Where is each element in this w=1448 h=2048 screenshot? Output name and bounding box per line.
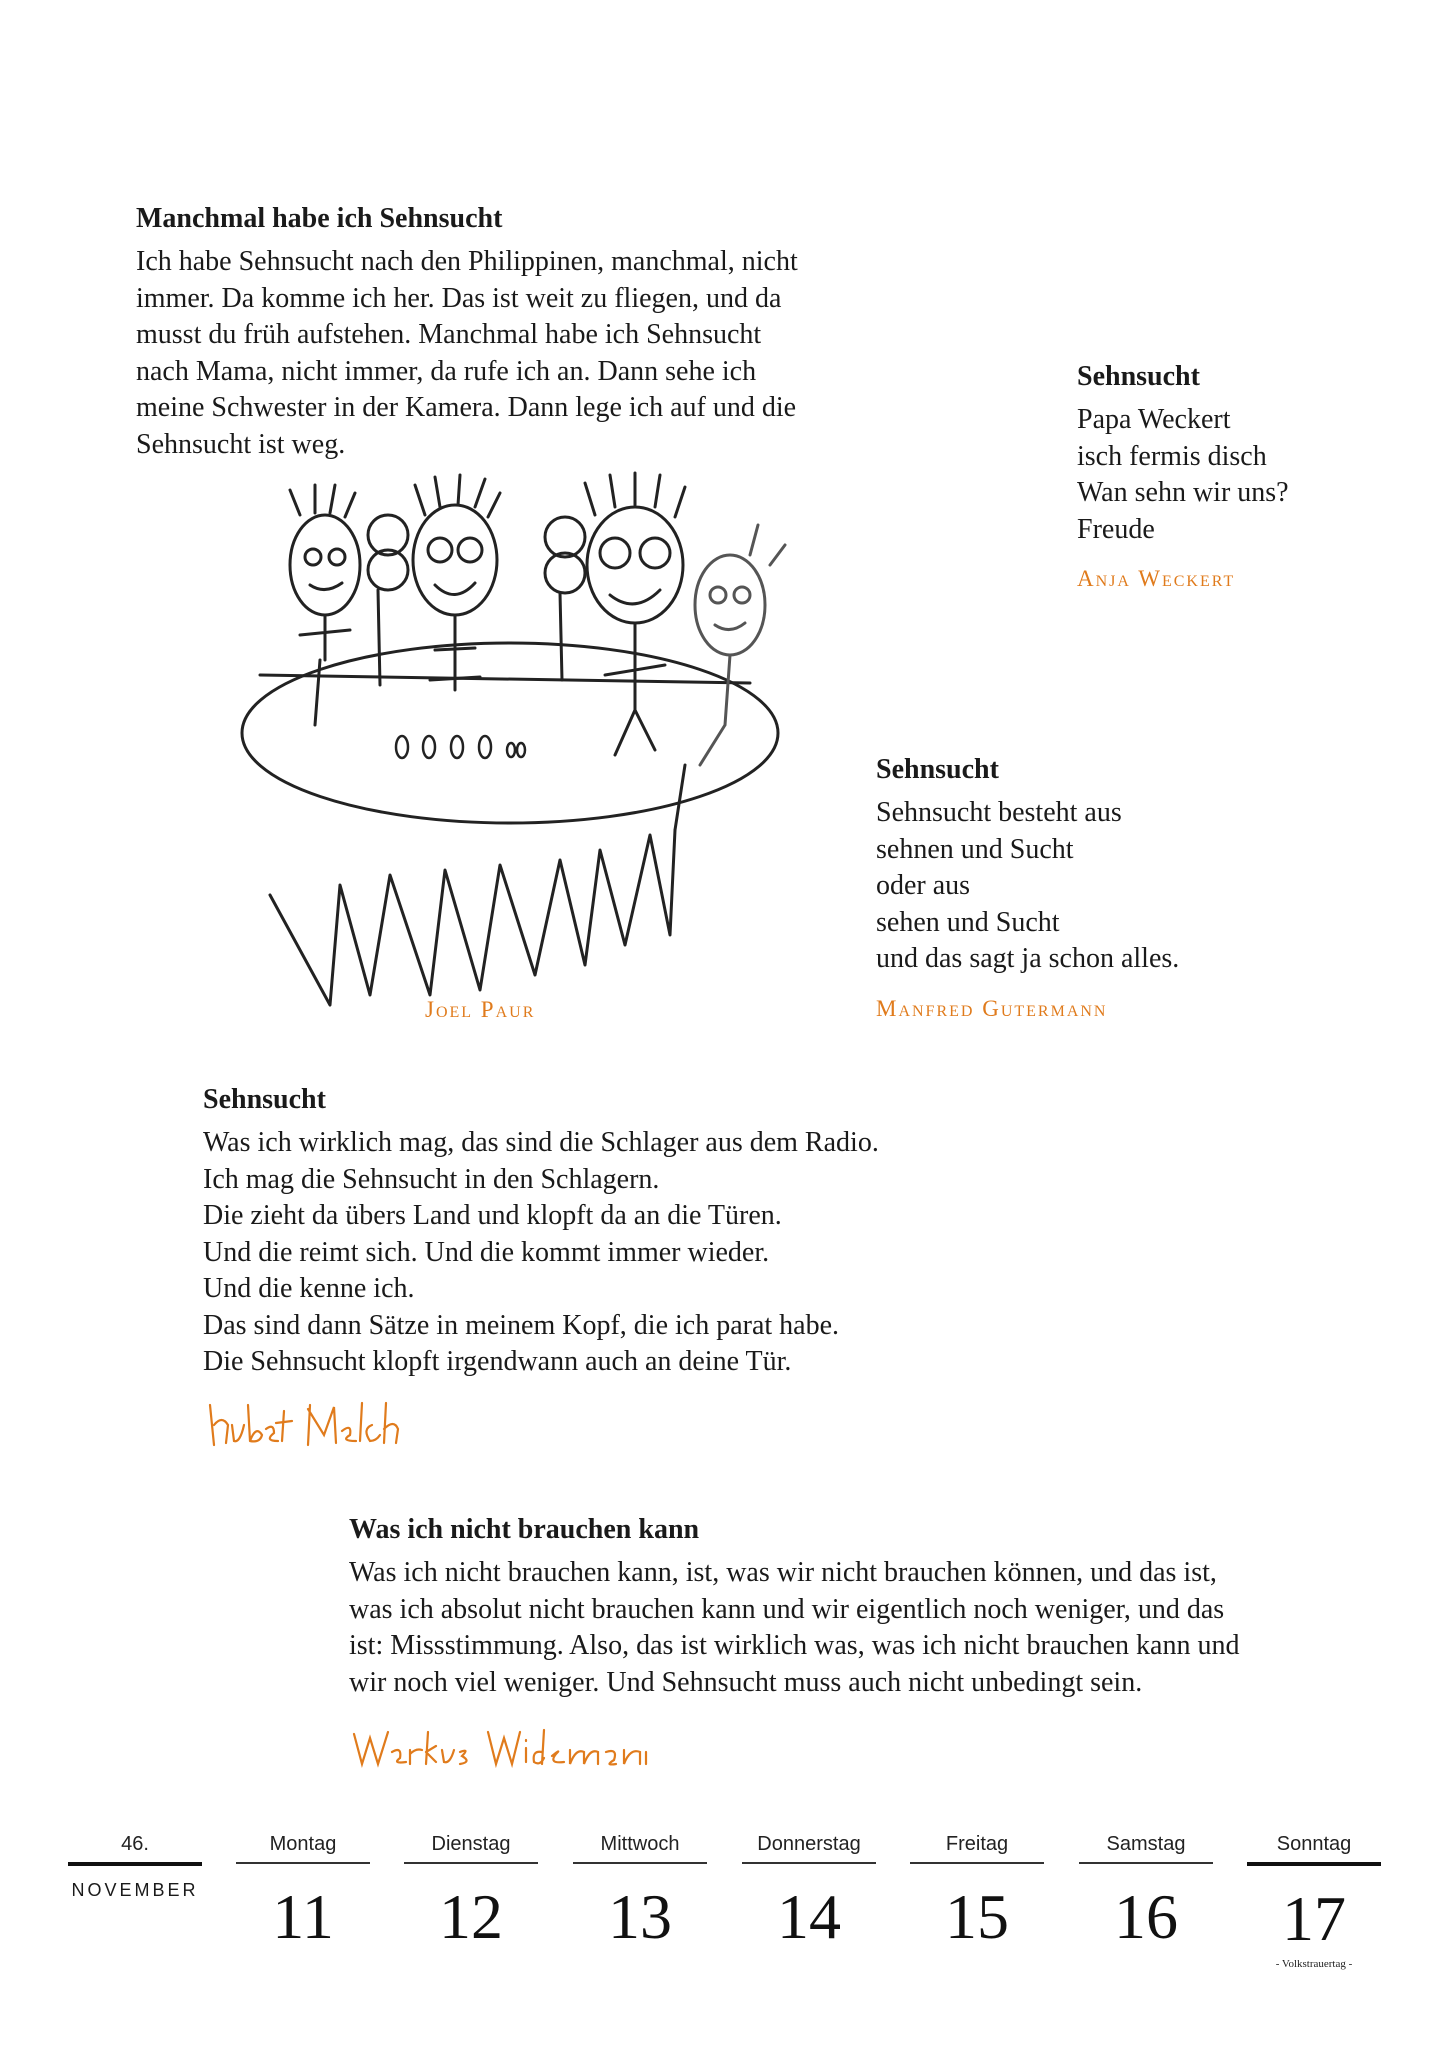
text-line: Die Sehnsucht klopft irgendwann auch an deine Tür.: [203, 1346, 792, 1377]
text-line: Sehnsucht besteht aus: [876, 797, 1122, 828]
text-body: [1077, 402, 1289, 548]
day-rule: [236, 1862, 370, 1864]
figure-2: [368, 475, 500, 690]
day-name: Mittwoch: [600, 1833, 680, 1855]
day-rule: [573, 1862, 707, 1864]
day-name: Dienstag: [431, 1833, 511, 1855]
text-line: Sehnsucht ist weg.: [136, 428, 346, 460]
day-rule: [404, 1862, 538, 1864]
text-line: Papa Weckert: [1077, 404, 1231, 435]
text-title: Was ich nicht brauchen kann: [349, 1514, 700, 1545]
text-body: [203, 1125, 879, 1381]
text-title: Sehnsucht: [876, 754, 999, 785]
calendar-day-friday: [910, 1830, 1044, 1952]
day-number: 15: [945, 1881, 1009, 1952]
text-line: Das sind dann Sätze in meinem Kopf, die ich parat habe.: [203, 1309, 840, 1341]
text-line: Wan sehn wir uns?: [1077, 477, 1289, 508]
text-line: Ich habe Sehnsucht nach den Philippinen, manchmal, nicht: [136, 246, 798, 277]
text-line: Was ich wirklich mag, das sind die Schlager aus dem Radio.: [203, 1127, 879, 1158]
day-rule: [1247, 1862, 1381, 1866]
text-line: oder aus: [876, 870, 971, 901]
text-line: sehnen und Sucht: [876, 833, 1074, 865]
text-block-1: [136, 202, 798, 463]
signature: [200, 1395, 420, 1455]
day-rule: [1079, 1862, 1213, 1864]
month-label: NOVEMBER: [71, 1880, 199, 1900]
text-body: [349, 1555, 1239, 1701]
author-name: Anja Weckert: [1077, 566, 1236, 591]
day-number: 16: [1114, 1881, 1178, 1952]
calendar-day-tuesday: [404, 1830, 538, 1952]
day-number: 17: [1282, 1883, 1346, 1954]
day-number: 12: [439, 1881, 503, 1952]
text-body: [136, 244, 798, 463]
figure-4: [695, 525, 785, 765]
text-line: musst du früh aufstehen. Manchmal habe ich Sehnsucht: [136, 319, 762, 350]
text-block-5: [349, 1513, 1239, 1701]
day-number: 13: [608, 1881, 672, 1952]
text-line: Die zieht da übers Land und klopft da an die Türen.: [203, 1200, 782, 1231]
figure-3: [545, 473, 685, 755]
day-rule: [742, 1862, 876, 1864]
day-name: Sonntag: [1276, 1833, 1352, 1855]
text-block-4: [203, 1083, 879, 1381]
calendar-day-wednesday: [573, 1830, 707, 1952]
text-body: [876, 795, 1179, 978]
week-rule: [68, 1862, 202, 1866]
holiday-label: - Volkstrauertag -: [1275, 1958, 1353, 1970]
day-number: 14: [777, 1881, 841, 1952]
signature: [348, 1720, 658, 1780]
text-line: nach Mama, nicht immer, da rufe ich an. Dann sehe ich: [136, 355, 757, 387]
child-drawing: [230, 465, 800, 1010]
text-line: meine Schwester in der Kamera. Dann lege ich auf und die: [136, 392, 797, 423]
calendar-day-monday: [236, 1830, 370, 1952]
text-title: Sehnsucht: [203, 1084, 326, 1115]
text-line: isch fermis disch: [1077, 440, 1267, 472]
text-line: wir noch viel weniger. Und Sehnsucht muss auch nicht unbedingt sein.: [349, 1666, 1143, 1698]
calendar-day-thursday: [742, 1830, 876, 1952]
week-number: 46.: [121, 1833, 149, 1855]
author-name: Joel Paur: [425, 997, 536, 1022]
text-line: Ich mag die Sehnsucht in den Schlagern.: [203, 1163, 660, 1195]
text-title: Manchmal habe ich Sehnsucht: [136, 203, 503, 234]
text-block-3: [876, 753, 1179, 1022]
text-line: sehen und Sucht: [876, 906, 1060, 938]
day-name: Donnerstag: [757, 1833, 861, 1855]
day-name: Samstag: [1106, 1833, 1186, 1855]
text-title: Sehnsucht: [1077, 361, 1200, 392]
text-line: ist: Missstimmung. Also, das ist wirklich was, was ich nicht brauchen kann und: [349, 1630, 1240, 1661]
figure-1: [290, 485, 360, 725]
day-number: 11: [272, 1881, 334, 1952]
text-line: immer. Da komme ich her. Das ist weit zu fliegen, und da: [136, 282, 782, 314]
day-name: Freitag: [945, 1833, 1009, 1855]
day-name: Montag: [269, 1833, 337, 1855]
author-name: Manfred Gutermann: [876, 995, 1108, 1021]
text-line: Und die kenne ich.: [203, 1273, 415, 1304]
calendar-day-saturday: [1079, 1830, 1213, 1952]
calendar-week-block: [68, 1830, 202, 1901]
text-line: Was ich nicht brauchen kann, ist, was wir nicht brauchen können, und das ist,: [349, 1557, 1217, 1588]
calendar-day-sunday: [1247, 1830, 1381, 1970]
text-line: was ich absolut nicht brauchen kann und wir eigentlich noch weniger, und das: [349, 1593, 1225, 1625]
text-line: und das sagt ja schon alles.: [876, 943, 1180, 974]
text-block-2: [1077, 360, 1289, 592]
text-line: Freude: [1077, 513, 1155, 545]
day-rule: [910, 1862, 1044, 1864]
text-line: Und die reimt sich. Und die kommt immer wieder.: [203, 1236, 770, 1268]
